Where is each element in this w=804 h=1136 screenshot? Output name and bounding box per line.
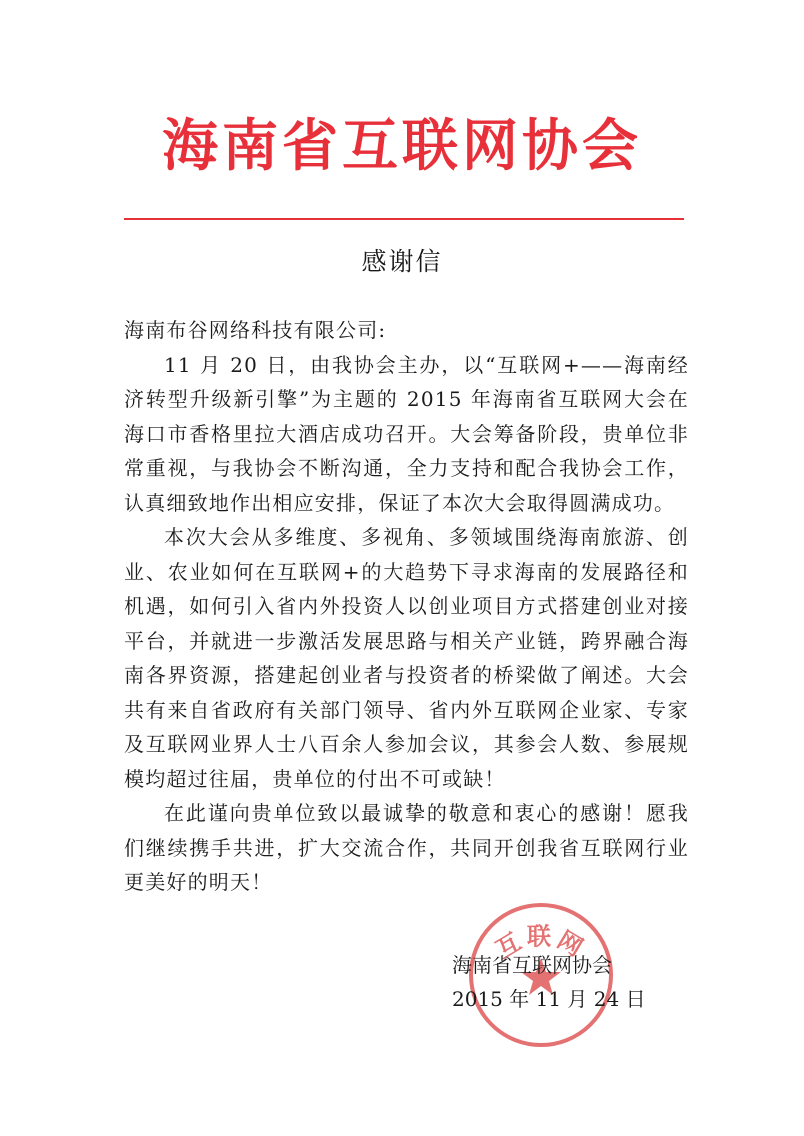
- letter-title: 感谢信: [361, 247, 443, 276]
- paragraph-1: 11 月 20 日，由我协会主办，以“互联网+——海南经济转型升级新引擎”为主题的 2015 年海南省互联网大会在海口市香格里拉大酒店成功召开。大会筹备阶段，贵单位非常重视，与我协会不断沟通，全力支持和配合我协会工作，认真细致地作出相应安排，保证了本次大会取得圆满成功。: [124, 352, 689, 515]
- seal-text: 互联网: [491, 922, 591, 964]
- salutation: 海南布谷网络科技有限公司:: [124, 318, 387, 342]
- letterhead-title: 海南省互联网协会: [162, 114, 642, 179]
- signature-date: 2015 年 11 月 24 日: [452, 987, 646, 1011]
- letter-body: [124, 313, 689, 900]
- signature-block: [452, 948, 646, 1016]
- signature-organization: 海南省互联网协会: [452, 953, 612, 977]
- paragraph-3: 在此谨向贵单位致以最诚挚的敬意和衷心的感谢！愿我们继续携手共进，扩大交流合作，共同开创我省互联网行业更美好的明天！: [124, 801, 689, 894]
- paragraph-2: 本次大会从多维度、多视角、多领域围绕海南旅游、创业、农业如何在互联网+的大趋势下寻求海南的发展路径和机遇，如何引入省内外投资人以创业项目方式搭建创业对接平台，并就进一步激活发展思路与相关产业链，跨界融合海南各界资源，搭建起创业者与投资者的桥梁做了阐述。大会共有来自省政府有关部门领导、省内外互联网企业家、专家及互联网业界人士八百余人参加会议，其参会人数、参展规模均超过往届，贵单位的付出不可或缺！: [124, 525, 689, 791]
- letterhead-divider: [124, 218, 684, 220]
